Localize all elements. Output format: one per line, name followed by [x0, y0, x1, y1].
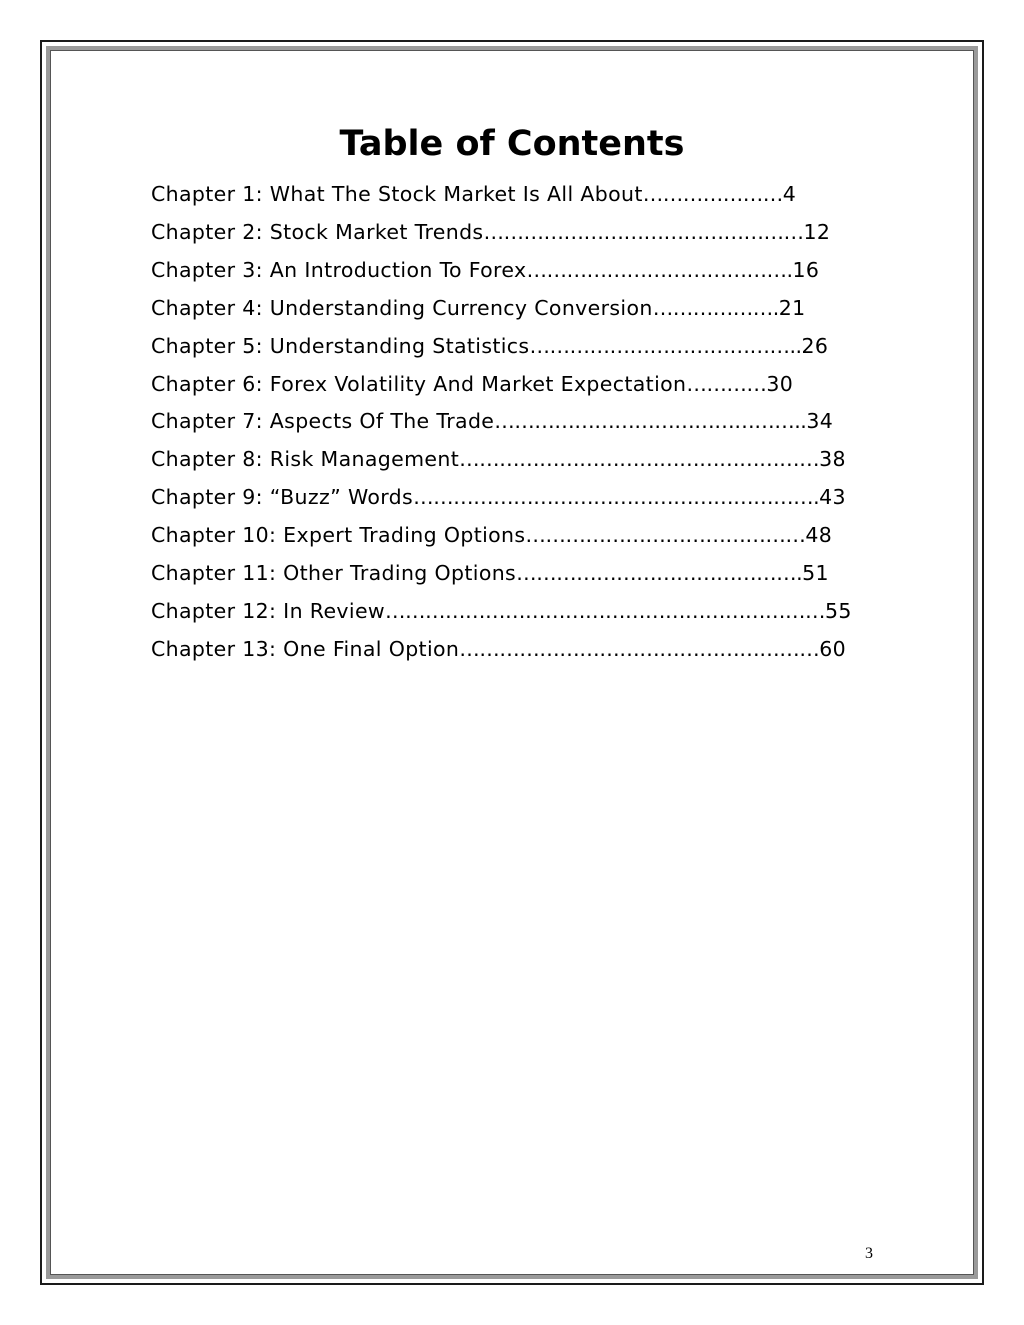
toc-entry-label: Chapter 3: An Introduction To Forex: [151, 257, 527, 282]
toc-entry-page: 48: [805, 523, 833, 548]
toc-dot-leader: …………………………………..: [529, 333, 802, 358]
toc-entry-10: [151, 517, 852, 555]
toc-dot-leader: ………………………………………………: [459, 636, 820, 661]
toc-entry-label: Chapter 13: One Final Option: [151, 636, 460, 661]
page-number: 3: [865, 1245, 873, 1262]
toc-dot-leader: ……………….: [652, 295, 779, 320]
toc-dot-leader: …………………………………………………….: [413, 485, 820, 510]
table-of-contents: [151, 176, 852, 669]
toc-entry-1: [151, 176, 852, 214]
toc-dot-leader: ………………………………………..: [494, 409, 807, 434]
toc-entry-label: Chapter 4: Understanding Currency Conversion: [151, 295, 653, 320]
toc-entry-page: 16: [792, 257, 820, 282]
toc-entry-label: Chapter 2: Stock Market Trends: [151, 219, 484, 244]
toc-entry-label: Chapter 12: In Review: [151, 598, 386, 623]
toc-dot-leader: ………………………………………………: [459, 447, 820, 472]
toc-entry-page: 55: [825, 598, 852, 623]
toc-entry-label: Chapter 6: Forex Volatility And Market Expectation: [151, 371, 687, 396]
toc-entry-5: [151, 328, 852, 366]
toc-entry-6: [151, 366, 852, 404]
toc-entry-page: 30: [766, 371, 794, 396]
toc-entry-page: 60: [819, 636, 847, 661]
toc-entry-label: Chapter 10: Expert Trading Options: [151, 523, 526, 548]
toc-entry-label: Chapter 9: “Buzz” Words: [151, 485, 414, 510]
toc-entry-2: [151, 214, 852, 252]
toc-entry-11: [151, 555, 852, 593]
toc-entry-label: Chapter 5: Understanding Statistics: [151, 333, 530, 358]
page-title: Table of Contents: [339, 124, 685, 164]
toc-entry-7: [151, 403, 852, 441]
toc-entry-page: 26: [801, 333, 829, 358]
toc-entry-12: [151, 593, 852, 631]
toc-entry-page: 21: [778, 295, 806, 320]
toc-entry-8: [151, 441, 852, 479]
toc-dot-leader: …………………………………………………………: [385, 598, 826, 623]
toc-entry-page: 12: [803, 219, 831, 244]
toc-entry-3: [151, 252, 852, 290]
toc-dot-leader: …………………………………………: [483, 219, 804, 244]
toc-entry-page: 43: [819, 485, 846, 510]
toc-dot-leader: ………………………………….: [526, 257, 793, 282]
toc-dot-leader: …………………………………….: [516, 561, 803, 586]
toc-entry-page: 4: [782, 182, 797, 206]
toc-entry-label: Chapter 11: Other Trading Options: [151, 561, 517, 586]
toc-dot-leader: …………………: [642, 182, 783, 206]
toc-entry-label: Chapter 1: What The Stock Market Is All About: [151, 182, 643, 206]
toc-entry-label: Chapter 8: Risk Management: [151, 447, 460, 472]
toc-dot-leader: ……………………………………: [525, 523, 806, 548]
toc-entry-4: [151, 290, 852, 328]
toc-entry-page: 34: [806, 409, 834, 434]
toc-entry-page: 38: [819, 447, 846, 472]
toc-entry-9: [151, 479, 852, 517]
toc-entry-13: [151, 631, 852, 669]
toc-entry-label: Chapter 7: Aspects Of The Trade: [151, 409, 495, 434]
toc-dot-leader: …………: [686, 371, 767, 396]
toc-entry-page: 51: [802, 561, 829, 586]
